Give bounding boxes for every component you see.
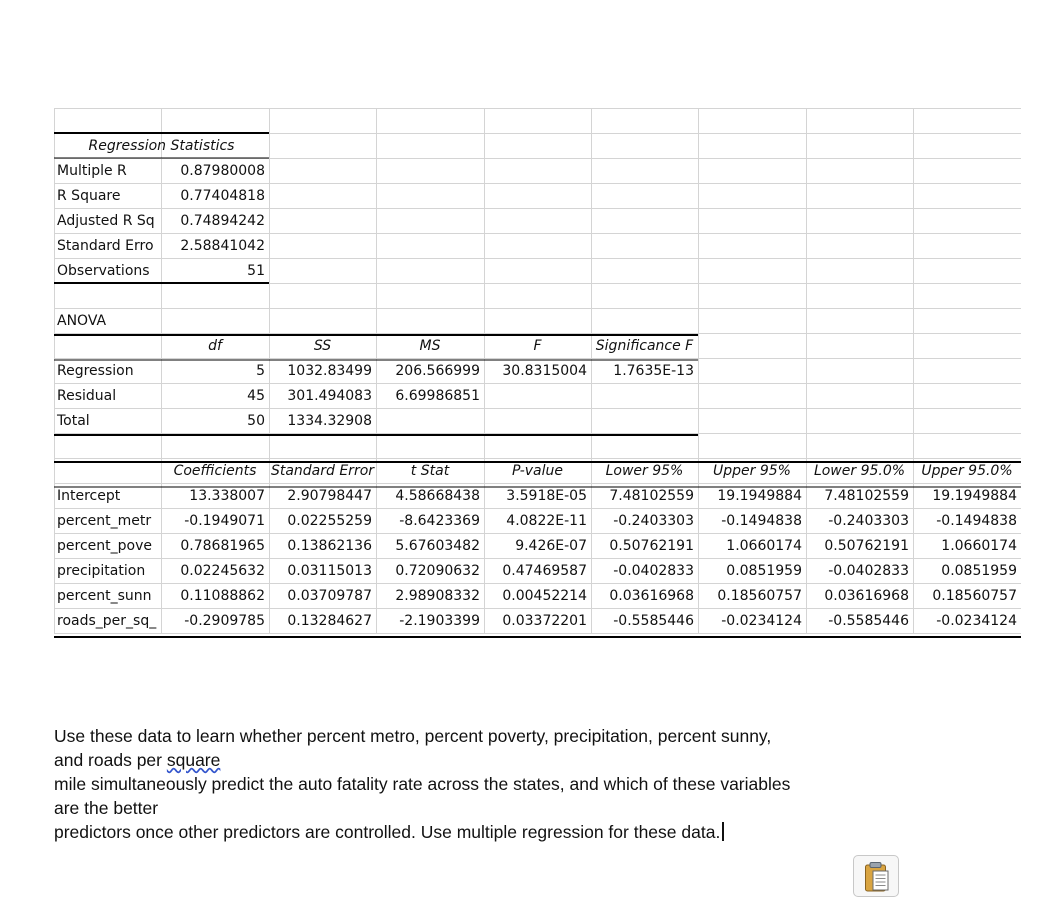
coefficient-value: 0.0851959 [726, 563, 802, 579]
regression-stat-value: 0.74894242 [180, 213, 265, 229]
question-line-2 [54, 748, 954, 772]
coefficient-value: 19.1949884 [932, 488, 1017, 504]
coefficient-value: -2.1903399 [399, 613, 480, 629]
coefficient-value: 0.18560757 [717, 588, 802, 604]
coefficients-header: Coefficients [173, 463, 257, 479]
coefficient-value: -0.5585446 [828, 613, 909, 629]
anova-value: 50 [247, 413, 265, 429]
coefficient-value: 9.426E-07 [515, 538, 587, 554]
coefficient-value: 19.1949884 [717, 488, 802, 504]
coefficient-value: 0.72090632 [395, 563, 480, 579]
anova-value: 1334.32908 [287, 413, 372, 429]
coefficient-value: 13.338007 [189, 488, 265, 504]
anova-header: MS [419, 338, 441, 354]
coefficient-value: 0.50762191 [824, 538, 909, 554]
anova-header: SS [313, 338, 332, 354]
coefficient-value: -8.6423369 [399, 513, 480, 529]
anova-value: 301.494083 [287, 388, 372, 404]
anova-value: 6.69986851 [395, 388, 480, 404]
anova-header: df [208, 338, 222, 354]
coefficient-value: 0.00452214 [502, 588, 587, 604]
regression-stat-label: Observations [57, 263, 150, 279]
anova-header: F [533, 338, 542, 354]
coefficient-value: 0.0851959 [941, 563, 1017, 579]
coefficient-value: 2.90798447 [287, 488, 372, 504]
regression-stat-label: Multiple R [57, 163, 127, 179]
coefficient-value: 3.5918E-05 [506, 488, 587, 504]
question-line-1: Use these data to learn whether percent metro, percent poverty, precipitation, percent sunny, [54, 726, 772, 746]
coefficient-value: 0.11088862 [180, 588, 265, 604]
anova-value: 5 [256, 363, 265, 379]
spellcheck-underlined-word: square [166, 750, 221, 770]
coefficients-header: Lower 95.0% [813, 463, 906, 479]
coefficient-row-label: Intercept [57, 488, 121, 504]
clipboard-paste-icon [864, 861, 890, 893]
text-cursor [722, 822, 724, 841]
question-text[interactable] [54, 724, 954, 844]
coefficient-value: -0.0234124 [936, 613, 1017, 629]
coefficient-value: -0.0402833 [613, 563, 694, 579]
anova-header: Significance F [595, 338, 694, 354]
coefficient-value: 2.98908332 [395, 588, 480, 604]
coefficient-value: 0.47469587 [502, 563, 587, 579]
coefficient-row-label: percent_pove [57, 538, 152, 554]
coefficient-value: 5.67603482 [395, 538, 480, 554]
anova-value: 1.7635E-13 [613, 363, 694, 379]
coefficient-value: 1.0660174 [941, 538, 1017, 554]
coefficient-value: 7.48102559 [824, 488, 909, 504]
anova-row-label: Total [57, 413, 90, 429]
coefficient-value: 0.03372201 [502, 613, 587, 629]
spreadsheet [54, 108, 1021, 639]
coefficient-row-label: roads_per_sq_ [57, 613, 157, 629]
coefficient-value: 7.48102559 [609, 488, 694, 504]
anova-row-label: Residual [57, 388, 117, 404]
coefficients-header: P-value [512, 463, 563, 479]
paste-options-button[interactable] [853, 855, 899, 897]
question-line-3: mile simultaneously predict the auto fatality rate across the states, and which of these variables [54, 774, 791, 794]
regression-stat-label: R Square [57, 188, 121, 204]
anova-value: 1032.83499 [287, 363, 372, 379]
coefficient-value: 0.03115013 [287, 563, 372, 579]
coefficient-value: 1.0660174 [726, 538, 802, 554]
regression-stat-value: 51 [247, 263, 265, 279]
coefficient-value: 0.13284627 [287, 613, 372, 629]
anova-title: ANOVA [57, 313, 107, 329]
coefficient-value: -0.1494838 [721, 513, 802, 529]
coefficient-value: 4.0822E-11 [506, 513, 587, 529]
coefficient-value: 0.13862136 [287, 538, 372, 554]
coefficient-row-label: percent_sunn [57, 588, 152, 604]
coefficients-header: Lower 95% [605, 463, 684, 479]
coefficient-value: 0.02245632 [180, 563, 265, 579]
coefficients-header: Upper 95% [713, 463, 791, 479]
coefficient-value: -0.2403303 [828, 513, 909, 529]
coefficient-value: -0.0402833 [828, 563, 909, 579]
regression-statistics-title: Regression Statistics [88, 138, 235, 154]
coefficient-value: -0.2403303 [613, 513, 694, 529]
coefficient-value: 0.18560757 [932, 588, 1017, 604]
coefficient-value: 4.58668438 [395, 488, 480, 504]
coefficient-value: 0.78681965 [180, 538, 265, 554]
coefficient-value: 0.02255259 [287, 513, 372, 529]
regression-stat-label: Standard Erro [57, 238, 154, 254]
question-line-5-text: predictors once other predictors are controlled. Use multiple regression for these data. [54, 822, 721, 842]
regression-stat-label: Adjusted R Sq [57, 213, 155, 229]
coefficient-value: -0.1494838 [936, 513, 1017, 529]
coefficients-header: Upper 95.0% [921, 463, 1013, 479]
coefficient-value: 0.03616968 [609, 588, 694, 604]
coefficient-value: 0.03709787 [287, 588, 372, 604]
coefficients-header: Standard Error [270, 463, 375, 479]
coefficient-value: -0.0234124 [721, 613, 802, 629]
regression-stat-value: 0.87980008 [180, 163, 265, 179]
coefficient-value: -0.5585446 [613, 613, 694, 629]
regression-stat-value: 2.58841042 [180, 238, 265, 254]
question-line-4: are the better [54, 798, 159, 818]
regression-stat-value: 0.77404818 [180, 188, 265, 204]
coefficient-row-label: percent_metr [57, 513, 152, 529]
anova-value: 30.8315004 [502, 363, 587, 379]
coefficient-value: -0.1949071 [184, 513, 265, 529]
question-line-2-text: and roads per [54, 750, 167, 770]
coefficient-row-label: precipitation [57, 563, 146, 579]
anova-value: 45 [247, 388, 265, 404]
coefficient-value: 0.50762191 [609, 538, 694, 554]
anova-value: 206.566999 [395, 363, 480, 379]
coefficient-value: -0.2909785 [184, 613, 265, 629]
coefficients-header: t Stat [410, 463, 450, 479]
coefficient-value: 0.03616968 [824, 588, 909, 604]
question-line-5 [54, 820, 954, 844]
anova-row-label: Regression [57, 363, 134, 379]
